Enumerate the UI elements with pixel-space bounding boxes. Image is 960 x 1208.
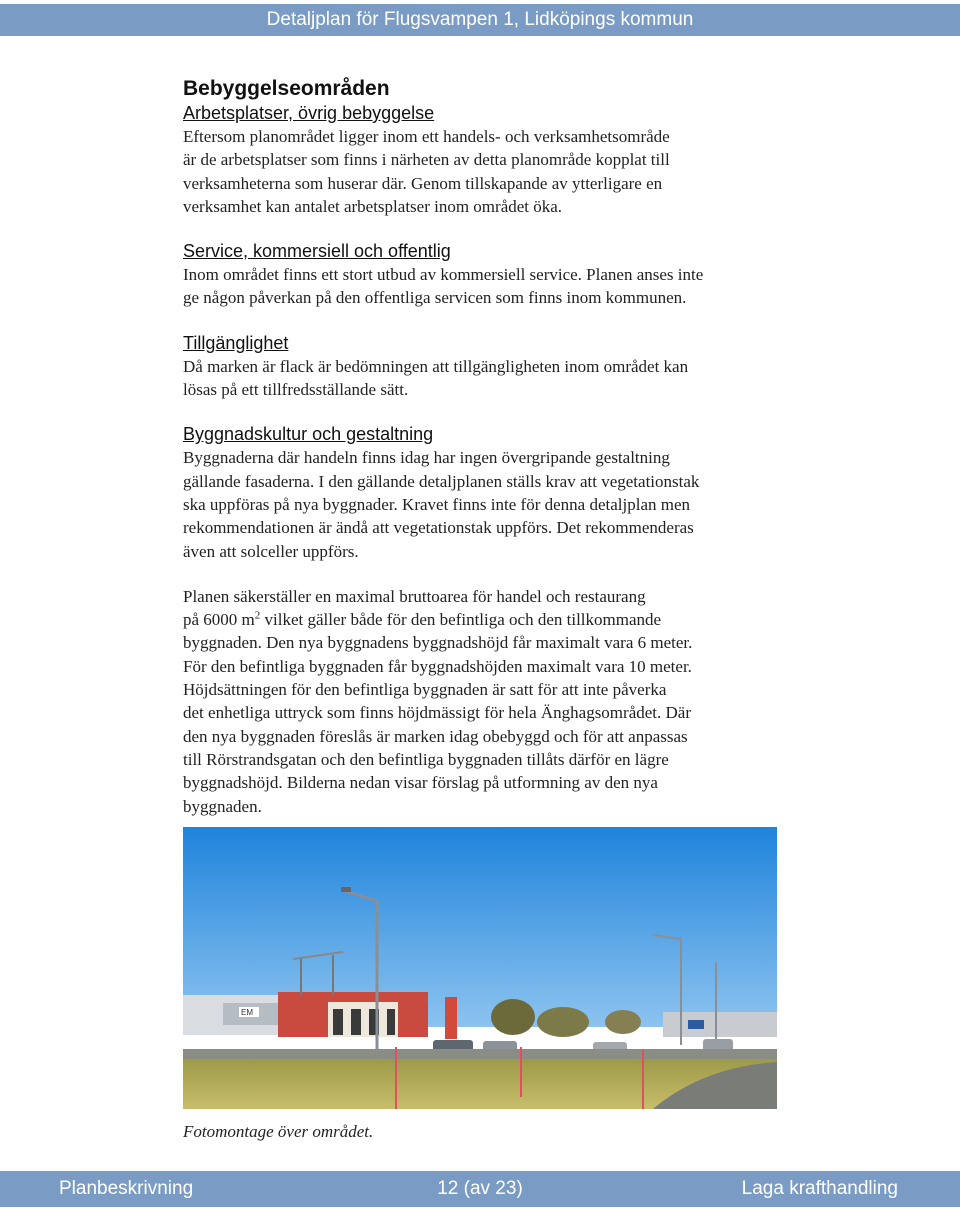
- paragraph-line: lösas på ett tillfredsställande sätt.: [183, 380, 409, 400]
- footer-status: Laga krafthandling: [741, 1178, 898, 1199]
- section-heading: Bebyggelseområden: [183, 77, 390, 100]
- paragraph-line: byggnadshöjd. Bilderna nedan visar förslag på utformning av den nya: [183, 773, 658, 793]
- paragraph-line: även att solceller uppförs.: [183, 541, 359, 561]
- superscript-2: 2: [254, 609, 261, 622]
- paragraph-line: Då marken är flack är bedömningen att tillgängligheten inom området kan: [183, 356, 689, 376]
- block-service: [183, 240, 783, 310]
- footer-document-type: Planbeskrivning: [59, 1178, 194, 1199]
- sign-text: EM: [241, 1008, 253, 1017]
- document-title: Detaljplan för Flugsvampen 1, Lidköpings kommun: [266, 9, 694, 30]
- block-tillganglighet: [183, 332, 783, 402]
- paragraph-line: Höjdsättningen för den befintliga byggnaden är satt för att inte påverka: [183, 680, 667, 700]
- block-bruttoarea: [183, 585, 783, 818]
- photo-caption: Fotomontage över området.: [183, 1122, 374, 1141]
- paragraph-line: Planen säkerställer en maximal bruttoarea för handel och restaurang: [183, 586, 646, 606]
- paragraph-line: Byggnaderna där handeln finns idag har ingen övergripande gestaltning: [183, 448, 670, 468]
- block-byggnadskultur: [183, 423, 783, 562]
- subheading-arbetsplatser: Arbetsplatser, övrig bebyggelse: [183, 103, 435, 123]
- paragraph-line: Inom området finns ett stort utbud av kommersiell service. Planen anses inte: [183, 265, 704, 285]
- footer-page-number: 12 (av 23): [437, 1178, 523, 1199]
- paragraph-line: den nya byggnaden föreslås är marken idag obebyggd och för att anpassas: [183, 726, 688, 746]
- paragraph-line: byggnaden. Den nya byggnadens byggnadshöjd får maximalt vara 6 meter.: [183, 633, 693, 653]
- header-bar: [0, 4, 960, 36]
- paragraph-line: verksamhet kan antalet arbetsplatser inom området öka.: [183, 196, 563, 216]
- paragraph-line: gällande fasaderna. I den gällande detaljplanen ställs krav att vegetationstak: [183, 471, 700, 491]
- paragraph-line: ge någon påverkan på den offentliga servicen som finns inom kommunen.: [183, 288, 687, 308]
- paragraph-line: byggnaden.: [183, 796, 262, 816]
- area-text-rest: vilket gäller både för den befintliga och den tillkommande: [260, 610, 662, 630]
- area-text: på 6000 m: [183, 610, 255, 630]
- paragraph-line: Eftersom planområdet ligger inom ett handels- och verksamhetsområde: [183, 127, 670, 146]
- main-content: [183, 76, 783, 818]
- footer-bar: [0, 1171, 960, 1207]
- paragraph-line-area: [183, 608, 783, 631]
- subheading-byggnadskultur: Byggnadskultur och gestaltning: [183, 424, 434, 445]
- paragraph-line: det enhetliga uttryck som finns höjdmässigt för hela Änghagsområdet. Där: [183, 703, 691, 723]
- photomontage-image: [183, 827, 777, 1109]
- paragraph-line: verksamheterna som huserar där. Genom tillskapande av ytterligare en: [183, 173, 663, 193]
- paragraph-line: ska uppföras på nya byggnader. Kravet finns inte för denna detaljplan men: [183, 494, 691, 514]
- paragraph-line: till Rörstrandsgatan och den befintliga byggnaden tillåts därför en lägre: [183, 749, 669, 769]
- subheading-tillganglighet: Tillgänglighet: [183, 332, 289, 353]
- block-arbetsplatser: [183, 102, 783, 218]
- subheading-service: Service, kommersiell och offentlig: [183, 241, 451, 262]
- paragraph-line: rekommendationen är ändå att vegetationstak uppförs. Det rekommenderas: [183, 518, 694, 538]
- paragraph-line: är de arbetsplatser som finns i närheten av detta planområde kopplat till: [183, 150, 670, 170]
- paragraph-line: För den befintliga byggnaden får byggnadshöjden maximalt vara 10 meter.: [183, 656, 692, 676]
